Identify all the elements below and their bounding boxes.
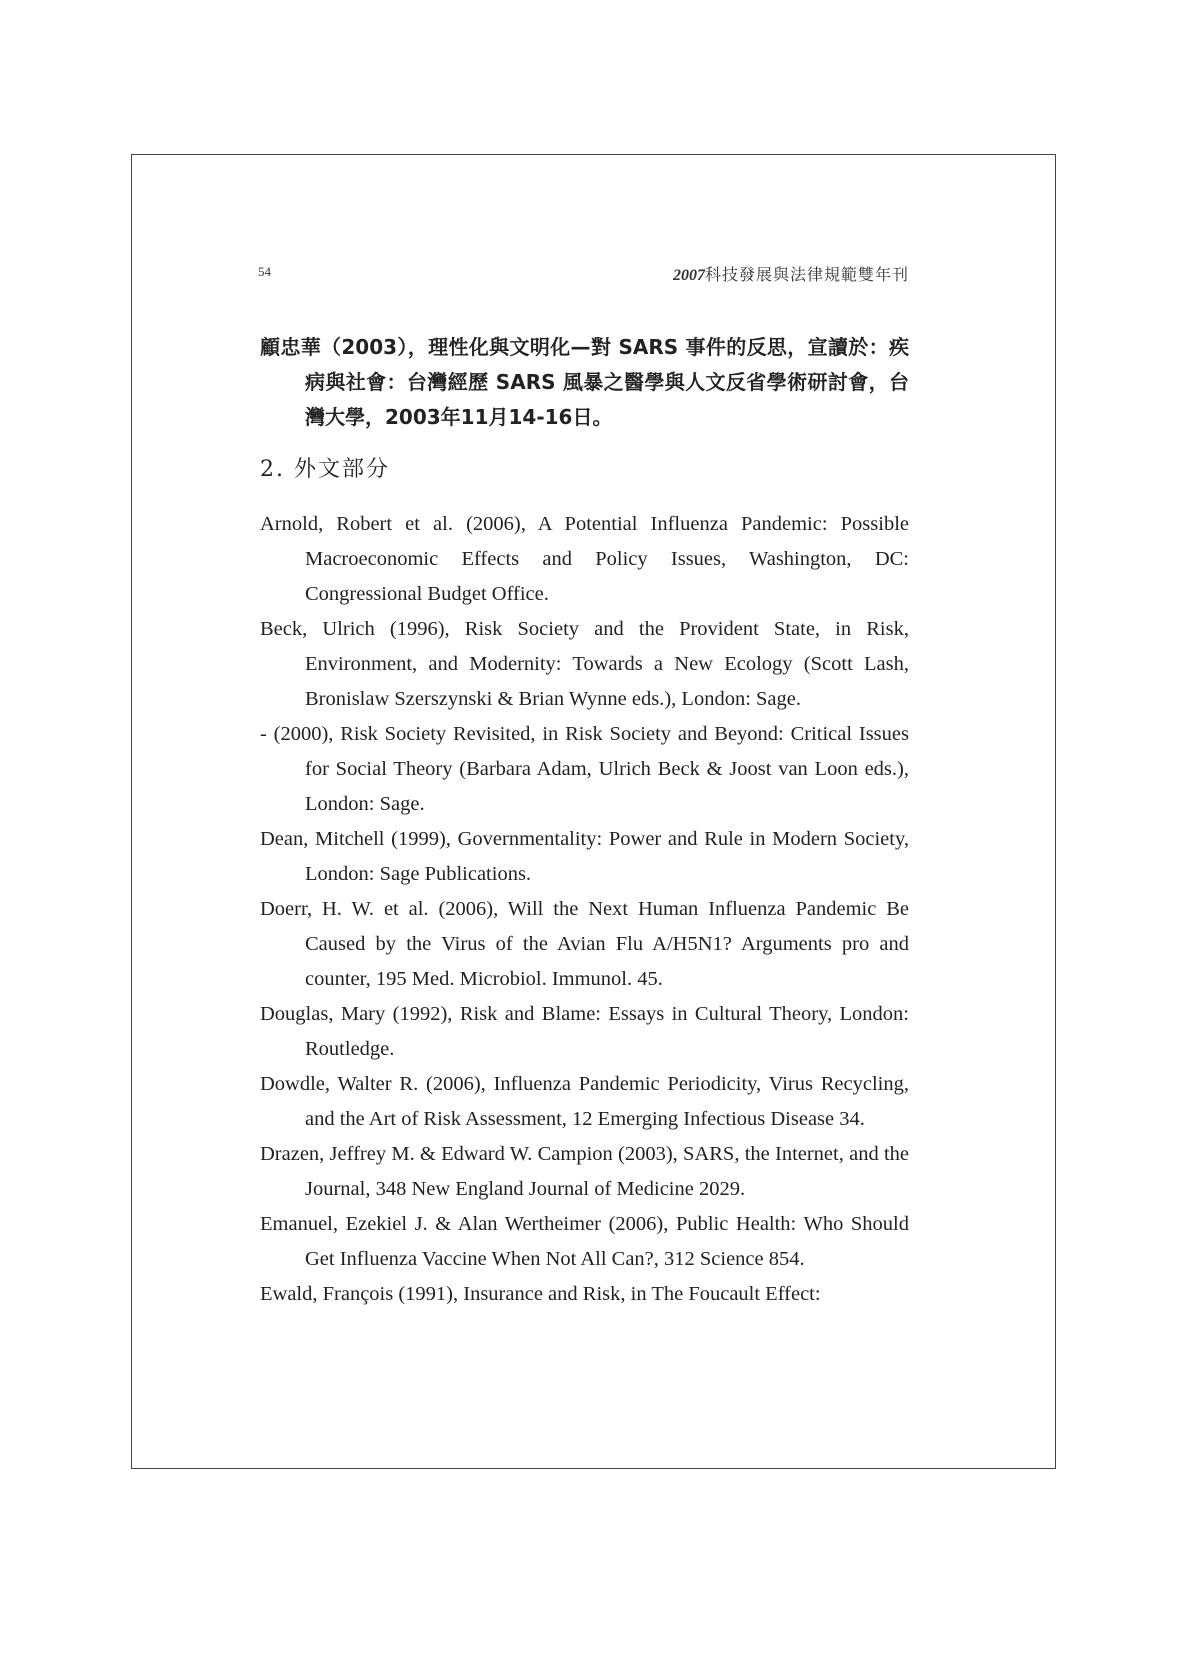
running-header [673, 262, 909, 285]
reference-list [260, 507, 909, 1312]
page-number: 54 [258, 264, 271, 279]
reference-entry: Douglas, Mary (1992), Risk and Blame: Essays in Cultural Theory, London: Routledge. [260, 1003, 909, 1060]
reference-entry: Beck, Ulrich (1996), Risk Society and the Provident State, in Risk, Environment, and Modernity: Towards a New Ecology (Scott Lash, Bronislaw Szerszynski & Brian Wynne eds.), London: Sage. [260, 618, 909, 710]
chinese-reference: 顧忠華（2003），理性化與文明化—對 SARS 事件的反思，宣讀於：疾病與社會：台灣經歷 SARS 風暴之醫學與人文反省學術研討會，台灣大學，2003年11月14-16日。 [260, 335, 909, 429]
reference-entry: Dean, Mitchell (1999), Governmentality: Power and Rule in Modern Society, London: Sage Publications. [260, 828, 909, 885]
section-heading: 2. 外文部分 [260, 457, 390, 482]
journal-year: 2007 [672, 267, 705, 284]
reference-entry: Ewald, François (1991), Insurance and Risk, in The Foucault Effect: [260, 1283, 821, 1305]
reference-entry: Emanuel, Ezekiel J. & Alan Wertheimer (2006), Public Health: Who Should Get Influenza Vaccine When Not All Can?, 312 Science 854. [260, 1213, 909, 1270]
reference-entry: Drazen, Jeffrey M. & Edward W. Campion (2003), SARS, the Internet, and the Journal, 348 New England Journal of Medicine 2029. [260, 1143, 909, 1200]
reference-entry: Dowdle, Walter R. (2006), Influenza Pandemic Periodicity, Virus Recycling, and the Art of Risk Assessment, 12 Emerging Infectious Disease 34. [260, 1073, 909, 1130]
reference-entry: Arnold, Robert et al. (2006), A Potential Influenza Pandemic: Possible Macroeconomic Effects and Policy Issues, Washington, DC: Congressional Budget Office. [260, 513, 909, 605]
reference-entry: - (2000), Risk Society Revisited, in Risk Society and Beyond: Critical Issues for Social Theory (Barbara Adam, Ulrich Beck & Joost van Loon eds.), London: Sage. [260, 723, 909, 815]
reference-entry: Doerr, H. W. et al. (2006), Will the Next Human Influenza Pandemic Be Caused by the Virus of the Avian Flu A/H5N1? Arguments pro and counter, 195 Med. Microbiol. Immunol. 45. [260, 898, 909, 990]
journal-title: 科技發展與法律規範雙年刊 [704, 267, 909, 284]
references-body [260, 330, 909, 1312]
